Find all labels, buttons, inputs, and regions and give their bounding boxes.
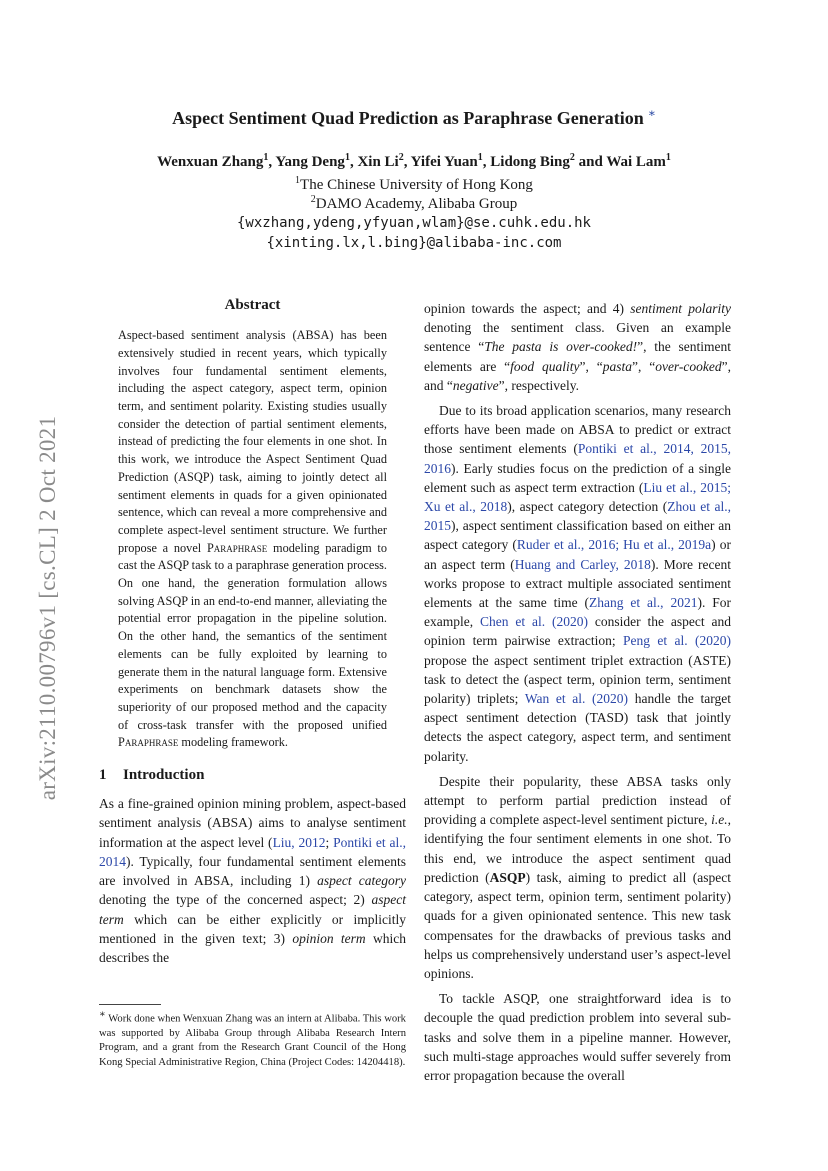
citation-link[interactable]: Pontiki et al., 2014, 2015, 2016 bbox=[424, 441, 732, 476]
text-run: Despite their popularity, these ABSA tasks only attempt to perform partial prediction instead of providing a complete aspect-level sentiment picture, bbox=[424, 773, 731, 828]
citation-link[interactable]: Peng et al. (2020) bbox=[623, 633, 732, 649]
abstract-text: modeling framework. bbox=[178, 735, 288, 750]
citation-link[interactable]: Pontiki et al., 2014 bbox=[99, 834, 406, 869]
paragraph bbox=[424, 772, 731, 983]
footnote-divider bbox=[99, 1004, 161, 1005]
affiliation-2-text: DAMO Academy, Alibaba Group bbox=[315, 196, 518, 212]
author-affil-mark: 1 bbox=[477, 152, 483, 163]
email-1: {wxzhang,ydeng,yfyuan,wlam}@se.cuhk.edu.hk bbox=[236, 215, 591, 231]
bold-term: ASQP bbox=[489, 869, 526, 885]
affiliation-2 bbox=[0, 194, 828, 213]
citation-link[interactable]: Liu et al., 2015; Xu et al., 2018 bbox=[424, 479, 731, 515]
paraphrase-term: Paraphrase bbox=[118, 735, 179, 750]
emphasis: negative bbox=[452, 377, 499, 393]
citation-link[interactable]: Huang and Carley, 2018 bbox=[514, 556, 651, 572]
abstract-heading: Abstract bbox=[224, 297, 281, 313]
author: Wai Lam bbox=[606, 154, 666, 170]
abstract-text: modeling paradigm to cast the ASQP task to a paraphrase generation process. On one hand, the generation formulation allows solving ASQP in an end-to-end manner, alleviating the potential error propagation in the pipeline solution. On the other hand, the semantics of the sentiment elements can be fully exploited by learning to generate them in the natural language form. Extensive experiments on benchmark datasets show the superiority of our proposed method and the capacity of cross-task transfer with the proposed unified bbox=[118, 540, 387, 732]
footnote-text: Work done when Wenxuan Zhang was an intern at Alibaba. This work was supported by Alibaba Group through Alibaba Research Intern Program, and a grant from the Research Grant Council of the Hong Kong Special Administrative Region, China (Project Codes: 14204418). bbox=[99, 1013, 406, 1068]
title-footnote-mark[interactable]: ∗ bbox=[647, 106, 656, 120]
footnote bbox=[99, 1008, 406, 1070]
text-run: , identifying the four sentiment elements in one shot. To this end, we introduce the aspect sentiment quad prediction ( bbox=[424, 812, 731, 885]
author: Lidong Bing bbox=[490, 154, 570, 170]
text-run: denoting the type of the concerned aspect; 2) bbox=[99, 892, 372, 908]
citation-link[interactable]: Ruder et al., 2016; Hu et al., 2019a bbox=[516, 537, 712, 553]
text-run: ”, respectively. bbox=[498, 377, 580, 393]
author-affil-mark: 1 bbox=[263, 152, 269, 163]
text-run: ) or an aspect term ( bbox=[424, 537, 731, 572]
author: Xin Li bbox=[357, 154, 399, 170]
text-run: which describes the bbox=[99, 930, 407, 965]
author-affil-mark: 2 bbox=[569, 152, 575, 163]
text-run: ). More recent works propose to extract multiple associated sentiment elements at the same time ( bbox=[424, 556, 731, 611]
affil-mark: 1 bbox=[295, 175, 301, 186]
emphasis: food quality bbox=[510, 358, 580, 374]
text-run: ) task, aiming to predict all (aspect category, aspect term, opinion term, sentiment polarity) quads for a given opinionated sentence. This new task compensates for the drawbacks of previous tasks and helps us comprehensively understand user’s aspect-level opinions. bbox=[424, 869, 732, 981]
text-run: handle the target aspect sentiment detection (TASD) task that jointly detects the aspect category, aspect term, and sentiment polarity. bbox=[424, 691, 731, 764]
text-run: ), aspect sentiment classification based on either an aspect category ( bbox=[424, 518, 731, 553]
affil-mark: 2 bbox=[310, 194, 316, 205]
text-run: ). For example, bbox=[424, 595, 731, 630]
abstract-body bbox=[118, 327, 387, 752]
emphasis: opinion term bbox=[292, 930, 366, 946]
text-run: Due to its broad application scenarios, many research efforts have been made on ABSA to predict or extract those sentiment elements ( bbox=[424, 403, 731, 457]
emphasis: The pasta is over-cooked! bbox=[484, 339, 638, 355]
left-column bbox=[99, 296, 406, 967]
paraphrase-term: Paraphrase bbox=[206, 540, 268, 555]
text-run: opinion towards the aspect; and 4) bbox=[424, 301, 631, 316]
text-run: ”, “ bbox=[579, 358, 603, 374]
text-run: ; bbox=[325, 834, 334, 850]
author: Yang Deng bbox=[275, 154, 345, 170]
paragraph: To tackle ASQP, one straightforward idea is to decouple the quad prediction problem into several sub-tasks and solve them in a pipeline manner. However, such multi-stage approaches would suffer severely from error propagation because the overall bbox=[424, 991, 731, 1083]
emphasis: i.e. bbox=[711, 812, 728, 828]
abstract-text: Aspect-based sentiment analysis (ABSA) has been extensively studied in recent years, which typically involves four fundamental sentiment elements, including the aspect category, aspect term, opinion term, and sentiment polarity. Existing studies usually consider the detection of partial sentiment elements, instead of predicting the four elements in one shot. In this work, we introduce the Aspect Sentiment Quad Prediction (ASQP) task, aiming to jointly detect all sentiment elements in quads for a given opinionated sentence, which can reveal a more comprehensive and complete aspect-level sentiment structure. We further propose a novel bbox=[118, 328, 387, 555]
section-number: 1 bbox=[99, 767, 107, 784]
text-run: ”, the sentiment elements are “ bbox=[424, 339, 732, 374]
right-column bbox=[424, 299, 731, 1085]
author-affil-mark: 1 bbox=[344, 152, 350, 163]
text-run: which can be either explicitly or implicitly mentioned in the given text; 3) bbox=[99, 911, 406, 946]
citation-link[interactable]: Zhou et al., 2015 bbox=[424, 499, 732, 534]
author-affil-mark: 2 bbox=[398, 152, 404, 163]
affiliation-1-text: The Chinese University of Hong Kong bbox=[300, 177, 533, 193]
text-run: ”, and “ bbox=[424, 358, 732, 393]
affiliation-1 bbox=[0, 175, 828, 194]
citation-link[interactable]: Zhang et al., 2021 bbox=[589, 595, 698, 611]
paragraph bbox=[424, 299, 731, 395]
author-list: Wenxuan Zhang$^1$, Yang Deng$^1$, Xin Li$^2$, Yifei Yuan$^1$, Lidong Bing$^2$ and Wai Lam$^1$ bbox=[157, 152, 671, 170]
title-text: Aspect Sentiment Quad Prediction as Paraphrase Generation bbox=[172, 108, 644, 128]
paper-title bbox=[0, 106, 828, 129]
text-run: ”, “ bbox=[631, 358, 656, 374]
emphasis: sentiment polarity bbox=[630, 301, 731, 316]
intro-paragraph bbox=[99, 794, 406, 967]
author-affil-mark: 1 bbox=[665, 152, 671, 163]
footnote-mark: ∗ bbox=[99, 1009, 106, 1020]
emphasis: pasta bbox=[602, 358, 632, 374]
arxiv-identifier: arXiv:2110.00796v1 [cs.CL] 2 Oct 2021 bbox=[35, 415, 60, 801]
email-2: {xinting.lx,l.bing}@alibaba-inc.com bbox=[266, 235, 562, 251]
section-title: Introduction bbox=[123, 767, 205, 784]
text-run: consider the aspect and opinion term pairwise extraction; bbox=[424, 614, 732, 649]
text-run: propose the aspect sentiment triplet extraction (ASTE) task to detect the (aspect term, opinion term, sentiment polarity) triplets; bbox=[424, 652, 731, 707]
emphasis: over-cooked bbox=[655, 358, 722, 374]
author: Wenxuan Zhang bbox=[157, 154, 264, 170]
text-run: ). Typically, four fundamental sentiment elements are involved in ABSA, including 1) bbox=[99, 853, 406, 889]
section-heading-introduction bbox=[99, 766, 406, 785]
text-run: ). Early studies focus on the prediction of a single element such as aspect term extraction ( bbox=[424, 460, 731, 495]
citation-link[interactable]: Chen et al. (2020) bbox=[480, 614, 589, 630]
paragraph bbox=[424, 401, 731, 766]
text-run: As a fine-grained opinion mining problem, aspect-based sentiment analysis (ABSA) aims to analyse sentiment information at the aspect level ( bbox=[99, 796, 406, 850]
author: Yifei Yuan bbox=[410, 154, 478, 170]
text-run: denoting the sentiment class. Given an example sentence “ bbox=[424, 320, 731, 355]
emphasis: aspect term bbox=[99, 892, 406, 927]
text-run: ), aspect category detection ( bbox=[507, 499, 668, 515]
citation-link[interactable]: Wan et al. (2020) bbox=[524, 691, 629, 707]
citation-link[interactable]: Liu, 2012 bbox=[272, 834, 326, 850]
emphasis: aspect category bbox=[317, 873, 406, 889]
